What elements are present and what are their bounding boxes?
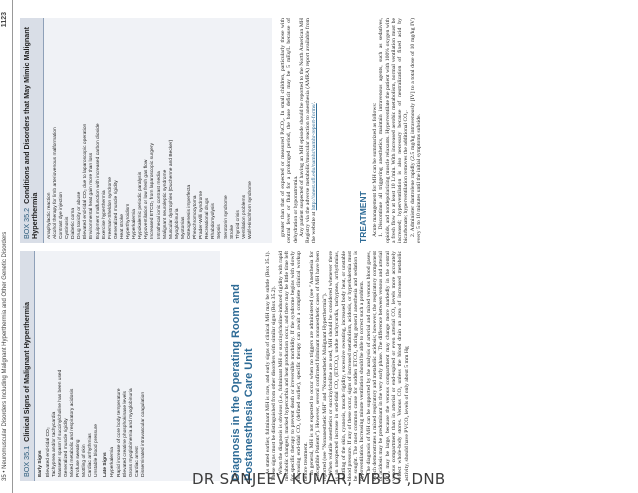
list-item: Sepsis — [217, 224, 223, 239]
list-item: Hyperthyroidism — [126, 203, 132, 239]
list-item: Ventilation problems — [241, 194, 247, 239]
registry-link[interactable]: http://anest.ufl.edu/namhr/namhr-report-forms/ — [311, 103, 318, 211]
list-item: Alcohol therapy for limb arteriovenous malformation — [52, 127, 58, 239]
list-item: Elevated creatine phosphokinase levels — [122, 391, 128, 477]
list-item: Mottling of skin — [82, 444, 88, 477]
paragraph: greater than that of expected or measured PaCO₂. In small children, particularly those with central fever or fluid for a prolonged period, the base deficit may be 5 mEq/L because of dehydration or hyponatremia. — [280, 18, 299, 243]
box-title — [20, 251, 35, 481]
section-heading-diagnosis: Diagnosis in the Operating Room and Postanesthesia Care Unit — [230, 284, 255, 481]
paragraph — [299, 18, 318, 243]
list-item: Malignant neuroleptic syndrome — [162, 169, 168, 239]
list-item: Gross myoglobinemia and myoglobinuria — [128, 388, 134, 477]
list-item: Hypoventilation or low fresh gas flow — [144, 159, 150, 239]
continued-body — [280, 18, 318, 243]
list-item: Anaphylactic reaction — [46, 192, 52, 239]
list-item: Myotonias — [180, 216, 186, 239]
paragraph: When volatile anesthetics or succinylcholine are used, MH should be considered whenever there is an unexpected increase in end-tidal CO₂ (ETCO₂), undue tachycardia, tachypnea, arrhythmias, mottling of the skin, cyanosis, muscle rigidity, excessive sweating, increased body heat, or unstable blood pressure. If any of these occur, signs of increased metabolism, acidosis, or hyperkalemia must be sought. The most common cause for sudden ETCO₂ during general anesthesia and sedation is hypoventilation. Increasing minute ventilation should be able to correct such a problem. — [327, 251, 366, 481]
list-item: Contrast dye injection — [59, 191, 64, 239]
list-item: Recreational drugs — [205, 197, 211, 239]
list-item: Muscular dystrophies (Duchenne and Becker) — [168, 139, 174, 239]
paragraph-end: . — [311, 101, 318, 104]
paragraph-text: Any patient suspected of having an MH episode should be reported to the North American MH Registry via the adverse metabolic/muscular reaction to anesthesia (AMRA) report available from the website at — [298, 18, 318, 243]
list-item: Tachypnea and/or tachycardia — [51, 411, 57, 477]
list-item: Profuse sweating — [75, 439, 81, 477]
list-item: Exercise hyperthermia — [101, 190, 107, 239]
list-item: Rapid increase of core body temperature — [116, 388, 122, 477]
box-mimic-conditions — [20, 18, 272, 243]
running-header — [0, 0, 13, 493]
paragraph: As stated earlier, fulminant MH is rare, and early signs of clinical MH may be subtle (Box 35.1). These signs must be distinguished from other disorders with similar signs (Box 35.2). — [265, 251, 278, 481]
list-item: Osteogenesis imperfecta — [186, 184, 192, 239]
list-item: Elevated end-tidal CO₂ due to laparoscopic operation — [83, 123, 89, 239]
list-item: Environmental heat gain more than loss — [89, 152, 95, 239]
list-item: Wolf-Hirschhorn syndrome — [247, 181, 253, 239]
list-item: Rhabdomyolysis — [211, 203, 217, 239]
list-item: Cardiac arrhythmias — [88, 433, 94, 477]
list-item: Prader-Willi syndrome — [199, 190, 205, 239]
list-item: Pheochromocytoma — [193, 195, 199, 239]
box-number: BOX 35.2 — [22, 207, 31, 239]
list-item: Hypokalemic periodic paralysis — [138, 171, 144, 239]
page-number: 1123 — [1, 12, 8, 28]
late-signs-list — [110, 251, 147, 481]
late-signs-label: Late Signs — [103, 452, 109, 477]
list-item: Cardiac arrest — [134, 446, 140, 477]
list-item: Diabetic coma — [71, 208, 77, 239]
paragraph: In general, MH is not expected to occur when no triggers are administered (see "Anesthesia for Susceptible Patients"). However, several confirmed fulminant nonanesthetic cases of MH have been reported (see "Nonanesthetic MH" and "Nonanesthetic Malignant Hyperthermia"). — [309, 251, 328, 481]
list-item: Hyperkalemia — [132, 209, 138, 239]
list-item: Generalized muscle rigidity — [113, 180, 119, 239]
running-title: 35 • Neuromuscular Disorders Including Malignant Hyperthermia and Other Genetic Disorders — [2, 231, 8, 481]
box-title-text: Clinical Signs of Malignant Hyperthermia — [22, 302, 31, 442]
list-item: Elevated end-tidal CO₂ — [45, 427, 51, 477]
watermark-text: DR SANJEEV KUMAR, MBBS ,DNB — [192, 470, 446, 488]
treatment-intro: Acute management for MH can be summarized as follows: — [372, 102, 378, 237]
list-item: Mixed metabolic and respiratory acidosis — [69, 388, 75, 477]
early-signs-label: Early Signs — [38, 450, 44, 477]
list-item: Heat stroke — [119, 213, 125, 239]
early-signs-list — [46, 251, 101, 481]
list-item: Freeman-Sheldon syndrome — [107, 177, 113, 239]
list-item: Serotonin syndrome — [223, 195, 229, 239]
list-item: Masseter spasm if succinylcholine has been used — [57, 369, 63, 477]
diagnosis-body — [265, 251, 410, 481]
list-item: Intrathecal ionic contrast media — [156, 171, 162, 239]
treatment-body — [372, 18, 422, 243]
section-heading-treatment: TREATMENT — [358, 191, 368, 243]
list-item: Unstable blood pressure — [94, 423, 100, 477]
box-number: BOX 35.1 — [22, 445, 31, 477]
paragraph: When the diagnosis is obvious (i.e., fulminant MH or succinylcholine-induced rigidity with rapid metabolic changes), marked hypercarbia and heat production occur, and there may be little time left for specific therapy to prevent death or irreversible morbidity. If the syndrome begins with slowly increasing end-tidal CO₂ (defined earlier), specific therapy can await a complete clinical workup before treatment. — [277, 251, 309, 481]
list-item: Disseminated intravascular coagulation — [140, 391, 146, 477]
treatment-step: 2. Administer dantrolene rapidly (2.5 mg/kg intravenously [IV] to a total dose of 10 mg/kg IV) every 5 to 10 minutes until the initial symptoms subside. — [409, 18, 423, 243]
list-item: Generalized muscle rigidity — [63, 418, 69, 477]
list-item: Equipment malfunction with increased carbon dioxide — [95, 123, 101, 239]
paragraph: The diagnosis of MH can be supported by the analysis of arterial and mixed venous blood gases, which demonstrates a mixed respiratory and metabolic acidosis; however, the respiratory component of acidosis may be predominant in the very early phase. The difference between venous and arterial CO₂ may be large, because the venous compartment may change more markedly in the central venous compartment than in arterial or end-expired or even arterial CO₂ levels more accurately reflect whole-body stores. Venous CO₂ unless the blood drain an area of increased metabolic activity, should have PVCO₂ levels of only about 5 mm Hg — [365, 251, 410, 481]
list-item: Thyroid crisis — [235, 210, 241, 239]
treatment-step: 1. Discontinue all triggering anesthetics, maintain intravenous agents, such as sedatives, opioids, and nondepolarizing muscle relaxants. Hyperventilate the patient with 100% oxygen with a fresh flow to at least 10 L/min. With increased aerobic metabolism, normal ventilation must be increased; hyperventilation is also necessary because of neutralization of fixed acid by bicarbonate; hyperventilation removes the additional CO₂. — [378, 18, 410, 243]
list-item: Cystinosis — [65, 216, 71, 239]
box-title — [20, 18, 44, 243]
list-item: Hyperkalemia — [110, 447, 116, 477]
box-title-text: Conditions and Disorders that May Mimic Malignant Hyperthermia — [22, 26, 40, 239]
list-item: Myoglobinuria — [174, 208, 180, 239]
mimic-list — [47, 18, 254, 243]
list-item: Drug toxicity or abuse — [77, 191, 83, 239]
list-item: Stroke — [229, 224, 235, 239]
list-item: Increased ETCO₂ from laparoscopic surgery — [150, 143, 156, 239]
box-clinical-signs — [20, 251, 220, 481]
